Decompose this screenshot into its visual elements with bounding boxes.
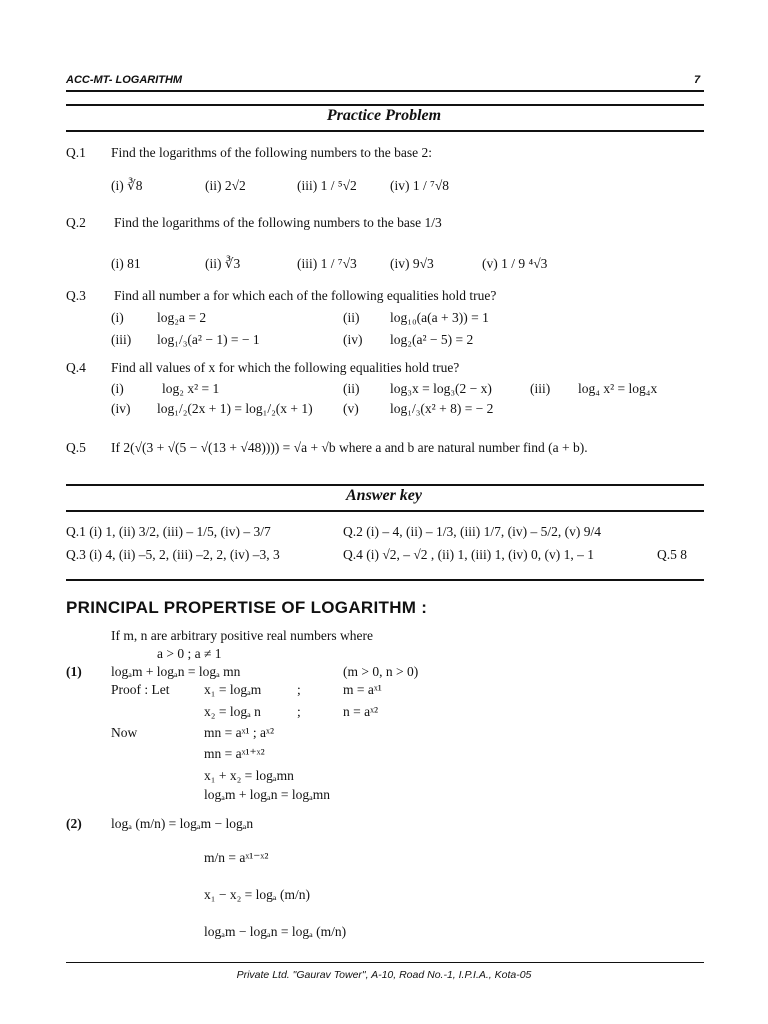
q2-opt-v: (v) 1 / 9 ⁴√3 xyxy=(482,256,548,271)
section-rule-bottom xyxy=(66,130,704,132)
prop1-proof-label: Proof : Let xyxy=(111,682,170,697)
q4-v-eq: log₁/₃(x² + 8) = − 2 xyxy=(390,401,494,416)
q2-text: Find the logarithms of the following numbers to the base 1/3 xyxy=(114,215,442,230)
q4-ii-label: (ii) xyxy=(343,381,360,396)
q2-label: Q.2 xyxy=(66,215,86,230)
q4-i-label: (i) xyxy=(111,381,124,396)
q1-opt-i: (i) ∛8 xyxy=(111,178,143,193)
footer-rule xyxy=(66,962,704,963)
q1-label: Q.1 xyxy=(66,145,86,160)
q3-text: Find all number a for which each of the following equalities hold true? xyxy=(114,288,497,303)
answer-rule-mid xyxy=(66,510,704,512)
q5-label: Q.5 xyxy=(66,440,86,455)
q3-i-label: (i) xyxy=(111,310,124,325)
prop2-step2: x₁ − x₂ = logₐ (m/n) xyxy=(204,887,310,902)
answer-rule-bottom xyxy=(66,579,704,581)
q1-text: Find the logarithms of the following numbers to the base 2: xyxy=(111,145,432,160)
footer-address: Private Ltd. "Gaurav Tower", A-10, Road No.-1, I.P.I.A., Kota-05 xyxy=(236,969,532,981)
principal-intro: If m, n are arbitrary positive real numbers where xyxy=(111,628,374,643)
running-header: ACC-MT- LOGARITHM xyxy=(66,74,183,86)
answer-q5: Q.5 8 xyxy=(657,547,687,562)
principal-title: PRINCIPAL PROPERTISE OF LOGARITHM : xyxy=(66,598,428,617)
q4-iii-eq: log₄ x² = log₄x xyxy=(578,381,658,396)
prop1-now-line1: mn = aˣ¹ ; aˣ² xyxy=(204,725,274,740)
q3-iv-label: (iv) xyxy=(343,332,363,347)
q3-iii-label: (iii) xyxy=(111,332,132,347)
answer-rule-top xyxy=(66,484,704,486)
prop2-formula: logₐ (m/n) = logₐm − logₐn xyxy=(111,816,254,831)
q3-i-eq: log₂a = 2 xyxy=(157,310,207,325)
q3-iv-eq: log₂(a² − 5) = 2 xyxy=(390,332,474,347)
header-rule xyxy=(66,90,704,92)
q4-text: Find all values of x for which the following equalities hold true? xyxy=(111,360,460,375)
answer-q2: Q.2 (i) – 4, (ii) – 1/3, (iii) 1/7, (iv) – 5/2, (v) 9/4 xyxy=(343,524,601,539)
q3-ii-eq: log₁₀(a(a + 3)) = 1 xyxy=(390,310,489,325)
section-rule-top xyxy=(66,104,704,106)
q2-opt-i: (i) 81 xyxy=(111,256,141,271)
answer-q3: Q.3 (i) 4, (ii) –5, 2, (iii) –2, 2, (iv) –3, 3 xyxy=(66,547,280,562)
q4-ii-eq: log₃x = log₃(2 − x) xyxy=(390,381,492,396)
q4-iv-label: (iv) xyxy=(111,401,131,416)
prop1-line2-right: n = aˣ² xyxy=(343,704,379,719)
q2-opt-iv: (iv) 9√3 xyxy=(390,256,434,271)
prop1-line2-semicolon: ; xyxy=(297,704,301,719)
q3-iii-eq: log₁/₃(a² − 1) = − 1 xyxy=(157,332,260,347)
q1-opt-ii: (ii) 2√2 xyxy=(205,178,246,193)
q3-label: Q.3 xyxy=(66,288,86,303)
prop2-step1: m/n = aˣ¹⁻ˣ² xyxy=(204,850,269,865)
answer-q4: Q.4 (i) √2, – √2 , (ii) 1, (iii) 1, (iv) 0, (v) 1, – 1 xyxy=(343,547,595,562)
prop1-line1-left: x₁ = logₐm xyxy=(204,682,262,697)
prop1-line2-left: x₂ = logₐ n xyxy=(204,704,261,719)
prop1-now-line4: logₐm + logₐn = logₐmn xyxy=(204,787,331,802)
answer-q1: Q.1 (i) 1, (ii) 3/2, (iii) – 1/5, (iv) – 3/7 xyxy=(66,524,271,539)
prop1-now-line3: x₁ + x₂ = logₐmn xyxy=(204,768,294,783)
q4-v-label: (v) xyxy=(343,401,359,416)
q1-opt-iii: (iii) 1 / ⁵√2 xyxy=(297,178,357,193)
practice-title: Practice Problem xyxy=(326,107,442,124)
answer-key-title: Answer key xyxy=(346,487,422,504)
prop1-now-label: Now xyxy=(111,725,138,740)
q4-label: Q.4 xyxy=(66,360,86,375)
principal-cond: a > 0 ; a ≠ 1 xyxy=(157,646,222,661)
q2-opt-ii: (ii) ∛3 xyxy=(205,256,241,271)
q4-i-eq: log₂ x² = 1 xyxy=(162,381,220,396)
prop1-condition: (m > 0, n > 0) xyxy=(343,664,419,679)
q4-iii-label: (iii) xyxy=(530,381,551,396)
prop2-step3: logₐm − logₐn = logₐ (m/n) xyxy=(204,924,347,939)
prop2-number: (2) xyxy=(66,816,82,831)
prop1-now-line2: mn = aˣ¹⁺ˣ² xyxy=(204,746,265,761)
q2-opt-iii: (iii) 1 / ⁷√3 xyxy=(297,256,357,271)
page-number: 7 xyxy=(694,74,701,86)
prop1-line1-semicolon: ; xyxy=(297,682,301,697)
prop1-number: (1) xyxy=(66,664,82,679)
q1-opt-iv: (iv) 1 / ⁷√8 xyxy=(390,178,449,193)
q5-text: If 2(√(3 + √(5 − √(13 + √48)))) = √a + √b where a and b are natural number find (a + b). xyxy=(111,440,588,455)
q3-ii-label: (ii) xyxy=(343,310,360,325)
prop1-formula: logₐm + logₐn = logₐ mn xyxy=(111,664,241,679)
prop1-line1-right: m = aˣ¹ xyxy=(343,682,382,697)
q4-iv-eq: log₁/₂(2x + 1) = log₁/₂(x + 1) xyxy=(157,401,313,416)
